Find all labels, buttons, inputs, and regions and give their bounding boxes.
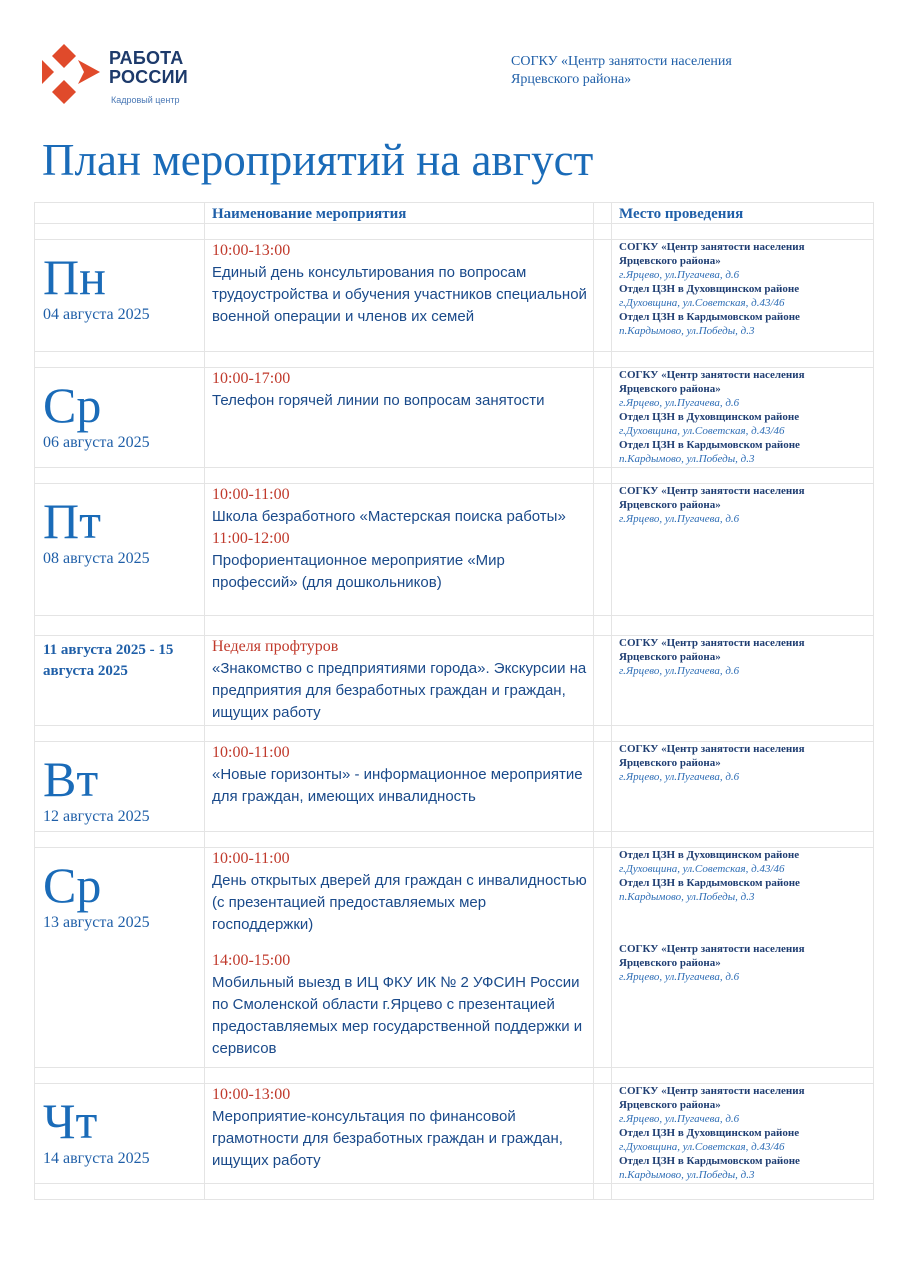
- event-time: 10:00-11:00: [212, 850, 290, 867]
- weekday: Пн: [43, 249, 106, 305]
- organization-name: [511, 53, 732, 89]
- date-cell: [43, 742, 201, 826]
- event-date: 06 августа 2025: [43, 434, 150, 451]
- location-name: СОГКУ «Центр занятости населения: [619, 369, 805, 381]
- location-cell: [619, 848, 869, 984]
- event-date: 14 августа 2025: [43, 1150, 150, 1167]
- table-row: [34, 742, 874, 832]
- header-place: Место проведения: [619, 206, 744, 222]
- location-name: Отдел ЦЗН в Духовщинском районе: [619, 411, 800, 423]
- location-address: п.Кардымово, ул.Победы, д.3: [619, 325, 755, 337]
- location-cell: [619, 368, 869, 466]
- logo-line1: РАБОТА: [109, 48, 184, 68]
- location-address: г.Ярцево, ул.Пугачева, д.6: [619, 397, 740, 409]
- table-row: [34, 848, 874, 1068]
- date-cell: [43, 636, 201, 682]
- event-time: 14:00-15:00: [212, 952, 291, 969]
- location-address: г.Ярцево, ул.Пугачева, д.6: [619, 513, 740, 525]
- date-cell: [43, 368, 201, 452]
- events-table: [34, 202, 874, 1200]
- date-cell: [43, 848, 201, 932]
- logo-line2: РОССИИ: [109, 67, 188, 87]
- location-address: г.Духовщина, ул.Советская, д.43/46: [619, 863, 785, 875]
- event-time: 10:00-11:00: [212, 744, 290, 761]
- event-description: «Знакомство с предприятиями города». Экскурсии на предприятия для безработных граждан и граждан, ищущих работу: [212, 660, 587, 721]
- spacer-row: [34, 352, 874, 368]
- location-name: Отдел ЦЗН в Духовщинском районе: [619, 283, 800, 295]
- location-address: г.Ярцево, ул.Пугачева, д.6: [619, 771, 740, 783]
- location-name: Ярцевского района»: [619, 255, 721, 267]
- location-name: Ярцевского района»: [619, 757, 721, 769]
- table-row: [34, 368, 874, 468]
- table-row: [34, 636, 874, 726]
- location-name: СОГКУ «Центр занятости населения: [619, 241, 805, 253]
- spacer-row: [34, 832, 874, 848]
- location-cell: [619, 636, 869, 678]
- location-address: г.Ярцево, ул.Пугачева, д.6: [619, 971, 740, 983]
- event-time: 10:00-11:00: [212, 486, 290, 503]
- location-address: г.Ярцево, ул.Пугачева, д.6: [619, 1113, 740, 1125]
- event-date: 12 августа 2025: [43, 808, 150, 825]
- location-name: Отдел ЦЗН в Кардымовском районе: [619, 1155, 800, 1167]
- spacer-row: [34, 468, 874, 484]
- spacer-row: [34, 1068, 874, 1084]
- location-cell: [619, 1084, 869, 1182]
- logo: [40, 42, 215, 110]
- event-cell: [212, 240, 590, 328]
- table-row: [34, 484, 874, 616]
- event-cell: [212, 636, 590, 724]
- event-time: 10:00-17:00: [212, 370, 291, 387]
- weekday: Пт: [43, 493, 101, 549]
- location-cell: [619, 240, 869, 338]
- event-description: День открытых дверей для граждан с инвалидностью (с презентацией предоставляемых мер господдержки): [212, 872, 587, 933]
- event-cell: [212, 1084, 590, 1172]
- location-address: г.Ярцево, ул.Пугачева, д.6: [619, 665, 740, 677]
- date-range: 11 августа 2025 - 15 августа 2025: [43, 642, 174, 679]
- location-address: г.Духовщина, ул.Советская, д.43/46: [619, 1141, 785, 1153]
- spacer-row: [34, 1184, 874, 1200]
- event-description: Мобильный выезд в ИЦ ФКУ ИК № 2 УФСИН России по Смоленской области г.Ярцево с презентацией предоставляемых мер государственной поддержки и сервисов: [212, 974, 583, 1057]
- location-address: г.Ярцево, ул.Пугачева, д.6: [619, 269, 740, 281]
- location-name: СОГКУ «Центр занятости населения: [619, 943, 805, 955]
- table-row: [34, 1084, 874, 1184]
- location-address: п.Кардымово, ул.Победы, д.3: [619, 891, 755, 903]
- location-name: Ярцевского района»: [619, 499, 721, 511]
- date-cell: [43, 240, 201, 324]
- weekday: Ср: [43, 857, 102, 913]
- date-cell: [43, 1084, 201, 1168]
- spacer-row: [34, 726, 874, 742]
- location-name: Отдел ЦЗН в Духовщинском районе: [619, 849, 800, 861]
- event-cell: [212, 484, 590, 594]
- event-description: Мероприятие-консультация по финансовой грамотности для безработных граждан и граждан, ищущих работу: [212, 1108, 563, 1169]
- weekday: Ср: [43, 377, 102, 433]
- event-time: Неделя профтуров: [212, 638, 339, 655]
- spacer-row: [34, 224, 874, 240]
- location-cell: [619, 484, 869, 526]
- event-time: 10:00-13:00: [212, 1086, 291, 1103]
- location-name: Ярцевского района»: [619, 383, 721, 395]
- location-name: Отдел ЦЗН в Кардымовском районе: [619, 439, 800, 451]
- location-name: Отдел ЦЗН в Кардымовском районе: [619, 311, 800, 323]
- org-line1: СОГКУ «Центр занятости населения: [511, 54, 732, 69]
- event-time: 10:00-13:00: [212, 242, 291, 259]
- header-name: Наименование мероприятия: [212, 206, 407, 222]
- location-name: СОГКУ «Центр занятости населения: [619, 485, 805, 497]
- location-address: п.Кардымово, ул.Победы, д.3: [619, 1169, 755, 1181]
- location-name: СОГКУ «Центр занятости населения: [619, 743, 805, 755]
- logo-subtitle: Кадровый центр: [111, 95, 180, 105]
- event-cell: [212, 368, 590, 412]
- event-date: 08 августа 2025: [43, 550, 150, 567]
- location-name: СОГКУ «Центр занятости населения: [619, 637, 805, 649]
- event-description: Профориентационное мероприятие «Мир профессий» (для дошкольников): [212, 552, 505, 591]
- event-description: Школа безработного «Мастерская поиска работы»: [212, 508, 566, 525]
- event-cell: [212, 848, 590, 1060]
- event-description: «Новые горизонты» - информационное мероприятие для граждан, имеющих инвалидность: [212, 766, 583, 805]
- location-cell: [619, 742, 869, 784]
- event-cell: [212, 742, 590, 808]
- event-date: 04 августа 2025: [43, 306, 150, 323]
- weekday: Вт: [43, 751, 99, 807]
- logo-text: [109, 49, 188, 87]
- location-name: Отдел ЦЗН в Духовщинском районе: [619, 1127, 800, 1139]
- location-address: п.Кардымово, ул.Победы, д.3: [619, 453, 755, 465]
- location-address: г.Духовщина, ул.Советская, д.43/46: [619, 297, 785, 309]
- location-name: Ярцевского района»: [619, 651, 721, 663]
- location-name: Ярцевского района»: [619, 1099, 721, 1111]
- logo-mark-icon: [40, 42, 102, 104]
- location-name: СОГКУ «Центр занятости населения: [619, 1085, 805, 1097]
- date-cell: [43, 484, 201, 568]
- org-line2: Ярцевского района»: [511, 72, 632, 87]
- page-title: План мероприятий на август: [42, 135, 594, 185]
- event-date: 13 августа 2025: [43, 914, 150, 931]
- event-description: Телефон горячей линии по вопросам занятости: [212, 392, 545, 409]
- table-row: [34, 240, 874, 352]
- event-time: 11:00-12:00: [212, 530, 290, 547]
- table-header-row: [34, 202, 874, 224]
- location-name: Отдел ЦЗН в Кардымовском районе: [619, 877, 800, 889]
- spacer-row: [34, 616, 874, 636]
- weekday: Чт: [43, 1093, 98, 1149]
- location-address: г.Духовщина, ул.Советская, д.43/46: [619, 425, 785, 437]
- location-name: Ярцевского района»: [619, 957, 721, 969]
- event-description: Единый день консультирования по вопросам трудоустройства и обучения участников специальной военной операции и членов их семей: [212, 264, 587, 325]
